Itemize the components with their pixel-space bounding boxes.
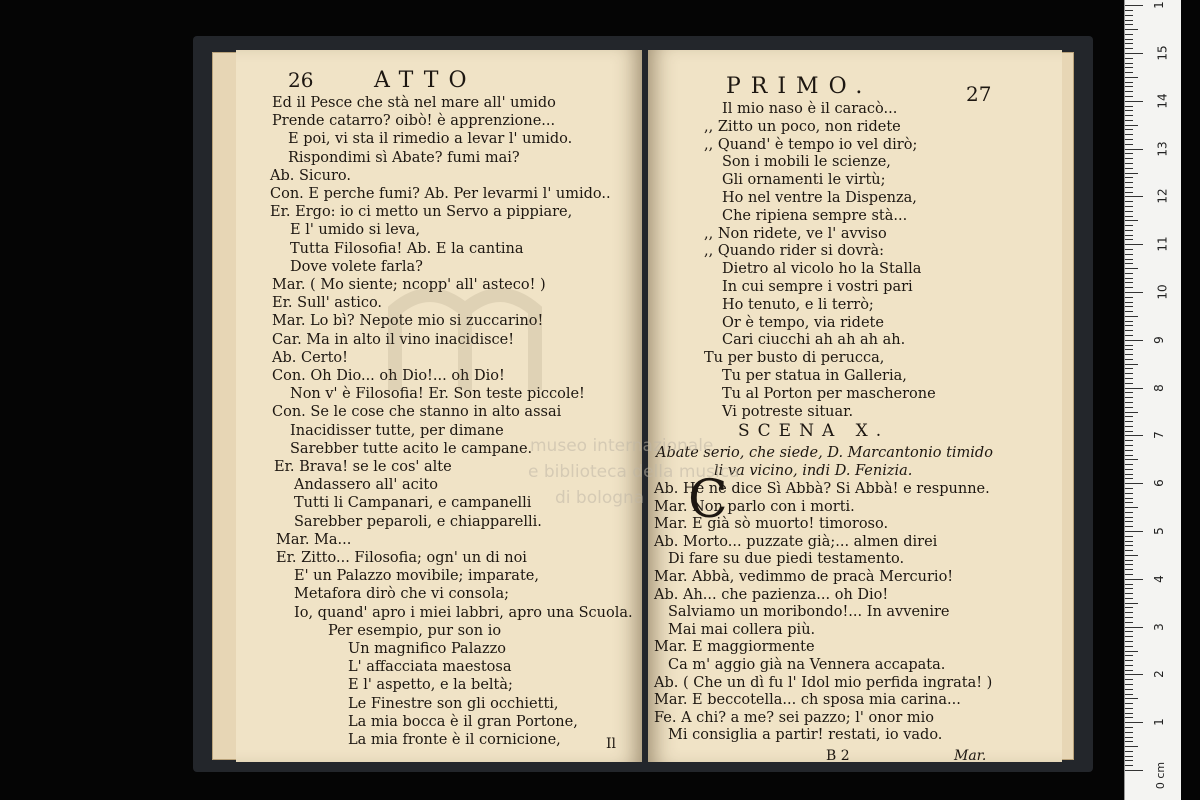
verse-line: Vi potreste situar.	[722, 403, 854, 420]
ruler-tick	[1125, 727, 1133, 728]
verse-line: Er. Brava! se le cos' alte	[274, 459, 452, 475]
ruler-tick	[1125, 325, 1133, 326]
verse-line: Tu per statua in Galleria,	[722, 368, 907, 384]
dialogue-line: Salviamo un moribondo!... In avvenire	[668, 604, 950, 621]
ruler-tick	[1125, 459, 1138, 460]
ruler-tick	[1125, 703, 1133, 704]
ruler-tick	[1125, 631, 1133, 632]
verse-line: ,, Quando rider si dovrà:	[704, 243, 884, 260]
verse-line: Con. Oh Dio... oh Dio!... oh Dio!	[272, 368, 505, 384]
ruler-number: 13	[1155, 140, 1170, 157]
catchword: Mar.	[954, 748, 987, 762]
verse-line: Andassero all' acito	[294, 477, 438, 494]
ruler-tick	[1125, 416, 1133, 417]
ruler-tick	[1125, 211, 1133, 212]
ruler-tick	[1125, 58, 1133, 59]
stage-direction: li va vicino, indi D. Fenizia.	[714, 463, 913, 479]
ruler-tick	[1125, 225, 1133, 226]
ruler-tick	[1125, 86, 1133, 87]
ruler-tick	[1125, 655, 1133, 656]
verse-line: Tutta Filosofia! Ab. E la cantina	[290, 240, 524, 257]
ruler-tick	[1125, 134, 1133, 135]
ruler-tick	[1125, 106, 1133, 107]
verse-line: E l' aspetto, e la beltà;	[348, 677, 513, 694]
ruler-tick	[1125, 129, 1133, 130]
ruler-tick	[1125, 72, 1133, 73]
dialogue-line: Mi consiglia a partir! restati, io vado.	[668, 727, 943, 744]
dialogue-line: Ab. Morto... puzzate già;... almen direi	[654, 533, 938, 550]
ruler-tick	[1125, 187, 1133, 188]
ruler-unit: 0 cm	[1154, 761, 1168, 790]
verse-line: Io, quand' apro i miei labbri, apro una Scuola.	[294, 604, 633, 621]
ruler-tick	[1125, 67, 1133, 68]
ruler-number: 8	[1151, 383, 1166, 392]
ruler-number: 5	[1151, 527, 1166, 535]
verse-line: Sarebber peparoli, e chiapparelli.	[294, 513, 542, 530]
verse-line: ,, Zitto un poco, non ridete	[704, 118, 901, 135]
ruler-tick	[1125, 765, 1133, 766]
ruler-tick	[1125, 53, 1143, 54]
ruler-tick	[1125, 144, 1133, 145]
ruler-tick	[1125, 455, 1133, 456]
dialogue-line: Di fare su due piedi testamento.	[668, 551, 905, 568]
ruler-tick	[1125, 311, 1133, 312]
verse-line: Con. E perche fumi? Ab. Per levarmi l' umido..	[270, 186, 611, 202]
ruler-number: 10	[1155, 284, 1170, 300]
ruler-tick	[1125, 282, 1133, 283]
verse-line: Cari ciucchi ah ah ah ah.	[722, 332, 906, 349]
dialogue-line: Mar. E già sò muorto! timoroso.	[654, 516, 889, 533]
verse-line: E' un Palazzo movibile; imparate,	[294, 568, 539, 585]
dialogue-line: Ab. He ne dice Sì Abbà? Si Abbà! e respunne.	[654, 481, 990, 497]
verse-line: Dietro al vicolo ho la Stalla	[722, 261, 922, 278]
verse-line: Rispondimi sì Abate? fumi mai?	[288, 149, 520, 166]
ruler-tick	[1125, 569, 1133, 570]
ruler-tick	[1125, 388, 1143, 389]
ruler-tick	[1125, 574, 1133, 575]
verse-line: Er. Ergo: io ci metto un Servo a pippiare,	[270, 204, 573, 221]
verse-line: La mia bocca è il gran Portone,	[348, 713, 578, 730]
verse-line: Mar. ( Mo siente; ncopp' all' asteco! )	[272, 277, 546, 293]
ruler-tick	[1125, 168, 1133, 169]
ruler-tick	[1125, 244, 1143, 245]
ruler-number: 15	[1155, 45, 1170, 61]
ruler-tick	[1125, 545, 1133, 546]
ruler-tick	[1125, 498, 1133, 499]
ruler-number: 7	[1151, 431, 1166, 440]
ruler-tick	[1125, 627, 1143, 628]
ruler-tick	[1125, 48, 1133, 49]
ruler-tick	[1125, 340, 1143, 341]
ruler-tick	[1125, 521, 1133, 522]
ruler-tick	[1125, 722, 1143, 723]
ruler-number: 2	[1151, 670, 1166, 679]
verse-line: Tutti li Campanari, e campanelli	[294, 495, 532, 512]
verse-line: Dove volete farla?	[290, 258, 423, 275]
verse-line: E l' umido si leva,	[290, 222, 421, 239]
ruler-tick	[1125, 588, 1133, 589]
ruler-tick	[1125, 483, 1143, 484]
ruler-tick	[1125, 302, 1133, 303]
ruler-tick	[1125, 607, 1133, 608]
dialogue-line: Mar. Abbà, vedimmo de pracà Mercurio!	[654, 569, 954, 585]
ruler-tick	[1125, 287, 1133, 288]
page-number: 26	[288, 68, 314, 92]
ruler-number: 14	[1155, 93, 1170, 109]
ruler-tick	[1125, 550, 1133, 551]
ruler-tick	[1125, 770, 1143, 771]
ruler-tick	[1125, 421, 1133, 422]
ruler-tick	[1125, 316, 1138, 317]
ruler-tick	[1125, 354, 1133, 355]
ruler-tick	[1125, 158, 1133, 159]
ruler-tick	[1125, 321, 1133, 322]
ruler-tick	[1125, 660, 1133, 661]
verse-line: Mar. Ma...	[276, 531, 352, 548]
ruler-tick	[1125, 512, 1133, 513]
verse-line: Metafora dirò che vi consola;	[294, 586, 509, 603]
ruler-tick	[1125, 254, 1133, 255]
ruler-tick	[1125, 345, 1133, 346]
dialogue-line: Ca m' aggio già na Vennera accapata.	[668, 657, 946, 673]
ruler-tick	[1125, 306, 1133, 307]
ruler-tick	[1125, 259, 1133, 260]
verse-line: E poi, vi sta il rimedio a levar l' umido.	[288, 131, 573, 148]
ruler-tick	[1125, 598, 1133, 599]
ruler-tick	[1125, 278, 1133, 279]
verse-line: Ho tenuto, e li terrò;	[722, 296, 874, 313]
ruler-tick	[1125, 173, 1138, 174]
drop-cap: C	[688, 470, 728, 530]
ruler-tick	[1125, 82, 1133, 83]
ruler-tick	[1125, 560, 1133, 561]
ruler-tick	[1125, 239, 1133, 240]
ruler-tick	[1125, 153, 1133, 154]
ruler-tick	[1125, 24, 1133, 25]
ruler-tick	[1125, 670, 1133, 671]
ruler-tick	[1125, 235, 1133, 236]
ruler-tick	[1125, 120, 1133, 121]
page-header: ATTO	[374, 68, 477, 93]
verse-line: Er. Zitto... Filosofia; ogn' un di noi	[276, 550, 527, 566]
ruler-tick	[1125, 612, 1133, 613]
measurement-ruler	[1124, 0, 1181, 800]
ruler-tick	[1125, 603, 1138, 604]
verse-line: In cui sempre i vostri pari	[722, 279, 913, 295]
dialogue-line: Ab. ( Che un dì fu l' Idol mio perfida ingrata! )	[654, 674, 993, 691]
verse-line: Ab. Certo!	[272, 349, 348, 366]
ruler-tick	[1125, 694, 1133, 695]
ruler-tick	[1125, 478, 1133, 479]
ruler-tick	[1125, 579, 1143, 580]
verse-line: Tu al Porton per mascherone	[722, 385, 936, 402]
verse-line: Le Finestre son gli occhietti,	[348, 695, 559, 712]
ruler-tick	[1125, 665, 1133, 666]
ruler-tick	[1125, 469, 1133, 470]
page-header: PRIMO.	[726, 74, 873, 99]
ruler-tick	[1125, 541, 1133, 542]
ruler-tick	[1125, 555, 1138, 556]
ruler-number: 3	[1151, 622, 1166, 631]
verse-line: Non v' è Filosofia! Er. Son teste piccole!	[290, 386, 585, 403]
ruler-tick	[1125, 220, 1138, 221]
ruler-tick	[1125, 96, 1133, 97]
ruler-tick	[1125, 273, 1133, 274]
ruler-tick	[1125, 402, 1133, 403]
verse-line: Gli ornamenti le virtù;	[722, 172, 886, 189]
ruler-tick	[1125, 641, 1133, 642]
ruler-tick	[1125, 349, 1133, 350]
ruler-tick	[1125, 689, 1133, 690]
ruler-tick	[1125, 698, 1138, 699]
watermark-text: e biblioteca della musica	[528, 462, 740, 482]
verse-line: Mar. Lo bì? Nepote mio si zuccarino!	[272, 313, 544, 330]
dialogue-line: Mar. E beccotella... ch sposa mia carina...	[654, 692, 961, 709]
signature-mark: B 2	[826, 748, 850, 762]
ruler-tick	[1125, 426, 1133, 427]
ruler-tick	[1125, 646, 1133, 647]
ruler-tick	[1125, 29, 1138, 30]
ruler-tick	[1125, 737, 1133, 738]
ruler-tick	[1125, 91, 1133, 92]
left-page	[236, 50, 645, 762]
ruler-tick	[1125, 674, 1143, 675]
watermark-text: museo internazionale	[530, 436, 714, 456]
dialogue-line: Mar. Non parlo con i morti.	[654, 498, 855, 515]
ruler-tick	[1125, 378, 1133, 379]
verse-line: Sarebber tutte acito le campane.	[290, 440, 533, 457]
verse-line: Un magnifico Palazzo	[348, 641, 506, 657]
ruler-tick	[1125, 536, 1133, 537]
library-logo-watermark	[385, 280, 565, 400]
verse-line: Con. Se le cose che stanno in alto assai	[272, 404, 562, 421]
ruler-tick	[1125, 584, 1133, 585]
ruler-tick	[1125, 206, 1133, 207]
ruler-tick	[1125, 593, 1133, 594]
ruler-tick	[1125, 507, 1138, 508]
ruler-tick	[1125, 359, 1133, 360]
ruler-tick	[1125, 651, 1138, 652]
ruler-tick	[1125, 20, 1133, 21]
ruler-tick	[1125, 163, 1133, 164]
ruler-tick	[1125, 268, 1138, 269]
ruler-tick	[1125, 177, 1133, 178]
ruler-tick	[1125, 34, 1133, 35]
ruler-tick	[1125, 474, 1133, 475]
scene-title: SCENA X.	[738, 421, 890, 441]
ruler-tick	[1125, 216, 1133, 217]
ruler-tick	[1125, 732, 1133, 733]
ruler-tick	[1125, 564, 1133, 565]
ruler-tick	[1125, 192, 1133, 193]
ruler-tick	[1125, 517, 1133, 518]
ruler-tick	[1125, 717, 1133, 718]
ruler-tick	[1125, 617, 1133, 618]
ruler-tick	[1125, 110, 1133, 111]
ruler-tick	[1125, 464, 1133, 465]
ruler-tick	[1125, 139, 1133, 140]
ruler-tick	[1125, 493, 1133, 494]
ruler-tick	[1125, 101, 1143, 102]
catchword: Il	[606, 736, 617, 752]
verse-line: Er. Sull' astico.	[272, 295, 383, 312]
dialogue-line: Mai mai collera più.	[668, 621, 816, 638]
ruler-tick	[1125, 445, 1133, 446]
verse-line: Per esempio, pur son io	[328, 622, 502, 639]
verse-line: Il mio naso è il caracò...	[722, 101, 898, 117]
ruler-tick	[1125, 756, 1133, 757]
ruler-tick	[1125, 751, 1133, 752]
ruler-number: 9	[1151, 335, 1166, 344]
ruler-tick	[1125, 263, 1133, 264]
verse-line: Car. Ma in alto il vino inacidisce!	[272, 331, 515, 348]
stage-direction: Abate serio, che siede, D. Marcantonio timido	[656, 445, 993, 461]
ruler-tick	[1125, 39, 1133, 40]
ruler-tick	[1125, 526, 1133, 527]
dialogue-line: Fe. A chi? a me? sei pazzo; l' onor mio	[654, 709, 934, 726]
ruler-tick	[1125, 392, 1133, 393]
ruler-tick	[1125, 149, 1143, 150]
ruler-tick	[1125, 684, 1133, 685]
ruler-number: 1	[1151, 718, 1166, 727]
verse-line: Tu per busto di perucca,	[704, 350, 885, 367]
ruler-tick	[1125, 431, 1133, 432]
ruler-number: 1	[1151, 1, 1166, 10]
ruler-tick	[1125, 15, 1133, 16]
ruler-tick	[1125, 182, 1133, 183]
ruler-tick	[1125, 330, 1133, 331]
ruler-tick	[1125, 746, 1138, 747]
ruler-tick	[1125, 364, 1138, 365]
verse-line: Ab. Sicuro.	[270, 167, 352, 184]
verse-line: Inacidisser tutte, per dimane	[290, 422, 504, 439]
ruler-tick	[1125, 196, 1143, 197]
ruler-tick	[1125, 292, 1143, 293]
verse-line: Ho nel ventre la Dispenza,	[722, 190, 917, 206]
ruler-tick	[1125, 679, 1133, 680]
ruler-tick	[1125, 397, 1133, 398]
ruler-tick	[1125, 531, 1143, 532]
verse-line: Son i mobili le scienze,	[722, 154, 891, 171]
ruler-tick	[1125, 249, 1133, 250]
ruler-tick	[1125, 636, 1133, 637]
ruler-tick	[1125, 713, 1133, 714]
ruler-tick	[1125, 115, 1133, 116]
dialogue-line: Mar. E maggiormente	[654, 639, 815, 656]
dialogue-line: Ab. Ah... che pazienza... oh Dio!	[654, 586, 889, 603]
ruler-number: 12	[1155, 188, 1170, 205]
ruler-tick	[1125, 10, 1133, 11]
ruler-tick	[1125, 63, 1133, 64]
verse-line: Prende catarro? oibò! è apprenzione...	[272, 113, 556, 130]
ruler-tick	[1125, 760, 1133, 761]
ruler-tick	[1125, 335, 1133, 336]
ruler-tick	[1125, 230, 1133, 231]
verse-line: Ed il Pesce che stà nel mare all' umido	[272, 95, 556, 111]
ruler-tick	[1125, 368, 1133, 369]
right-page	[648, 50, 1062, 762]
ruler-number: 6	[1151, 479, 1166, 488]
ruler-tick	[1125, 741, 1133, 742]
verse-line: La mia fronte è il cornicione,	[348, 732, 561, 748]
ruler-tick	[1125, 201, 1133, 202]
ruler-tick	[1125, 412, 1138, 413]
ruler-tick	[1125, 373, 1133, 374]
ruler-tick	[1125, 488, 1133, 489]
ruler-number: 4	[1151, 574, 1166, 583]
verse-line: ,, Non ridete, ve l' avviso	[704, 225, 887, 242]
ruler-tick	[1125, 125, 1138, 126]
ruler-tick	[1125, 708, 1133, 709]
verse-line: Or è tempo, via ridete	[722, 314, 884, 331]
ruler-tick	[1125, 622, 1133, 623]
ruler-tick	[1125, 383, 1133, 384]
verse-line: L' affacciata maestosa	[348, 659, 512, 676]
ruler-tick	[1125, 435, 1143, 436]
ruler-tick	[1125, 407, 1133, 408]
verse-line: Che ripiena sempre stà...	[722, 207, 908, 224]
ruler-tick	[1125, 440, 1133, 441]
verse-line: ,, Quand' è tempo io vel dirò;	[704, 136, 918, 153]
watermark-text: di bologna	[555, 488, 645, 508]
ruler-number: 11	[1155, 236, 1170, 252]
ruler-tick	[1125, 502, 1133, 503]
ruler-tick	[1125, 77, 1138, 78]
ruler-tick	[1125, 5, 1143, 6]
ruler-tick	[1125, 297, 1133, 298]
ruler-tick	[1125, 450, 1133, 451]
page-number: 27	[966, 82, 992, 106]
ruler-tick	[1125, 43, 1133, 44]
